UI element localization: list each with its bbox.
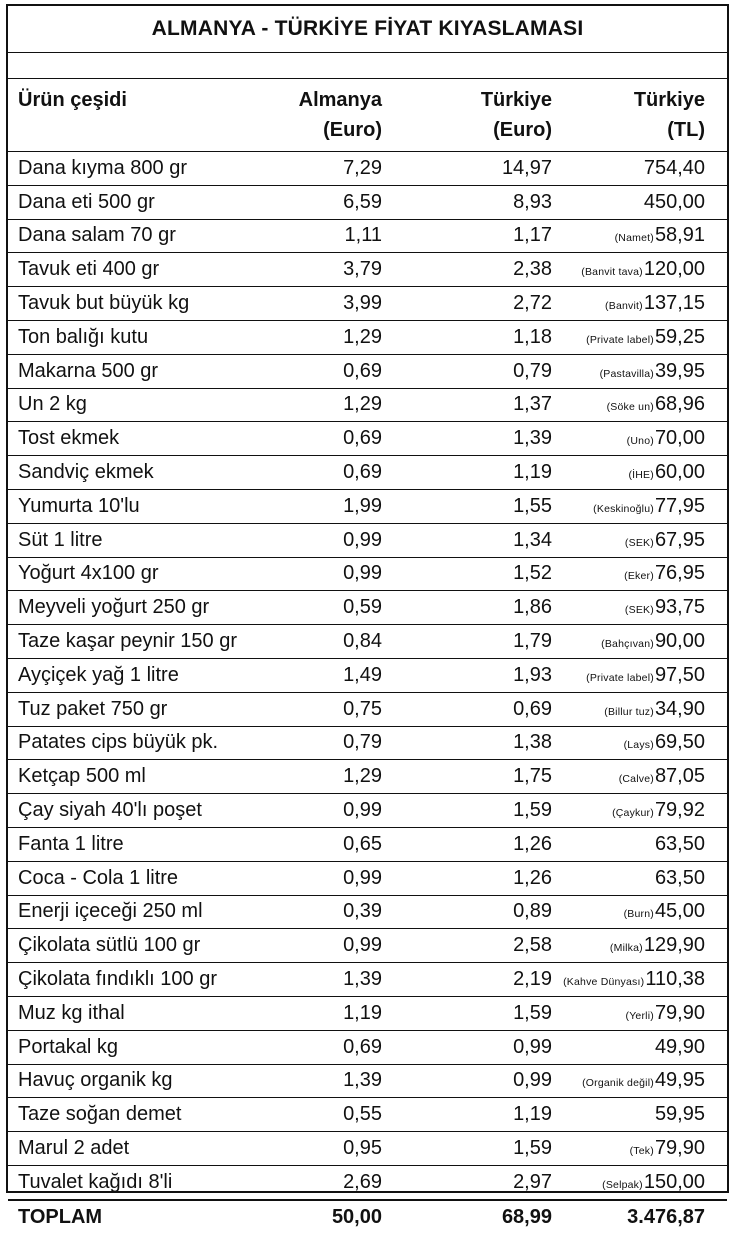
brand-note: (Kahve Dünyası) [563, 976, 645, 989]
cell-turkey-tl [552, 495, 727, 518]
table-row [8, 659, 727, 693]
brand-note: (Organik değil) [582, 1077, 654, 1090]
cell-turkey-euro: 1,19 [513, 1103, 552, 1126]
cell-germany-euro: 6,59 [343, 190, 382, 213]
turkey-tl-value: 67,95 [654, 528, 705, 551]
cell-product: Coca - Cola 1 litre [18, 866, 179, 889]
table-row [8, 997, 727, 1031]
cell-germany-euro: 1,29 [343, 765, 382, 788]
total-turkey-tl-value: 3.476,87 [627, 1206, 705, 1229]
cell-product: Yoğurt 4x100 gr [18, 562, 159, 585]
cell-turkey-tl [552, 765, 727, 788]
brand-note: (Private label) [586, 333, 654, 346]
table-row [8, 220, 727, 254]
cell-germany-euro: 1,11 [344, 224, 382, 247]
cell-germany-euro: 0,95 [343, 1137, 382, 1159]
cell-product: Ton balığı kutu [18, 325, 149, 348]
cell-turkey-tl [552, 1171, 727, 1194]
cell-turkey-tl [552, 900, 727, 923]
header-turkey-euro [382, 79, 552, 151]
cell-germany-euro: 0,55 [343, 1103, 382, 1126]
cell-turkey-euro: 1,39 [513, 427, 552, 450]
table-row [8, 253, 727, 287]
total-turkey-euro: 68,99 [501, 1206, 552, 1229]
cell-germany-euro: 1,29 [343, 325, 382, 348]
cell-turkey-tl [552, 1036, 727, 1059]
cell-product: Tavuk but büyük kg [18, 292, 190, 315]
cell-product: Tuz paket 750 gr [18, 697, 168, 720]
cell-turkey-tl [552, 596, 727, 619]
cell-turkey-tl [552, 529, 727, 552]
cell-turkey-tl [552, 1103, 727, 1126]
table-row [8, 693, 727, 727]
table-row [8, 963, 727, 997]
cell-product: Ketçap 500 ml [18, 765, 146, 788]
total-label: TOPLAM [18, 1206, 103, 1229]
cell-turkey-euro: 0,79 [513, 359, 552, 382]
cell-turkey-euro: 1,79 [513, 630, 552, 653]
brand-note: (Pastavilla) [599, 367, 654, 380]
brand-note: (Calve) [618, 773, 654, 786]
table-row [8, 1132, 727, 1166]
cell-turkey-tl [552, 427, 727, 450]
cell-product: Süt 1 litre [18, 528, 103, 551]
cell-turkey-tl [552, 664, 727, 687]
cell-turkey-tl [552, 1002, 727, 1025]
cell-product: Tuvalet kağıdı 8'li [18, 1170, 173, 1193]
turkey-tl-value: 39,95 [654, 359, 705, 382]
header-product-label: Ürün çeşidi [18, 89, 127, 111]
cell-product: Dana kıyma 800 gr [18, 156, 187, 179]
cell-turkey-tl [552, 461, 727, 484]
cell-turkey-tl [552, 630, 727, 653]
cell-product: Tost ekmek [18, 427, 120, 450]
table-row [8, 456, 727, 490]
cell-turkey-euro: 2,38 [513, 258, 552, 281]
cell-germany-euro: 0,69 [343, 461, 382, 484]
cell-turkey-tl [552, 1137, 727, 1160]
table-row [8, 321, 727, 355]
header-turkey-euro-line1: Türkiye [480, 89, 552, 111]
turkey-tl-value: 129,90 [643, 934, 705, 957]
brand-note: (Bahçıvan) [601, 638, 654, 651]
cell-germany-euro: 0,99 [343, 934, 382, 957]
turkey-tl-value: 120,00 [643, 258, 705, 281]
header-turkey-tl-line1: Türkiye [633, 89, 705, 111]
cell-turkey-tl [552, 326, 727, 349]
cell-product: Dana salam 70 gr [18, 224, 176, 247]
cell-turkey-euro: 1,93 [513, 663, 552, 686]
cell-turkey-tl [552, 968, 727, 991]
cell-turkey-euro: 14,97 [501, 156, 552, 179]
cell-germany-euro: 1,39 [343, 1069, 382, 1092]
cell-turkey-euro: 1,59 [513, 1001, 552, 1024]
cell-turkey-euro: 2,19 [513, 968, 552, 991]
table-row [8, 287, 727, 321]
table-row [8, 490, 727, 524]
brand-note: (Selpak) [602, 1178, 643, 1191]
cell-turkey-tl [552, 292, 727, 315]
turkey-tl-value: 49,90 [654, 1035, 705, 1058]
table-row [8, 862, 727, 896]
cell-germany-euro: 0,39 [343, 900, 382, 923]
cell-turkey-tl [552, 191, 727, 214]
turkey-tl-value: 63,50 [654, 832, 705, 855]
cell-turkey-tl [552, 799, 727, 822]
brand-note: (SEK) [624, 604, 654, 617]
cell-germany-euro: 0,75 [343, 697, 382, 720]
cell-germany-euro: 1,19 [343, 1001, 382, 1024]
cell-turkey-euro: 1,52 [513, 562, 552, 585]
header-germany [270, 79, 382, 151]
cell-turkey-tl [552, 698, 727, 721]
brand-note: (Banvit) [605, 300, 643, 313]
cell-germany-euro: 3,79 [343, 258, 382, 281]
cell-turkey-euro: 1,17 [513, 224, 552, 247]
brand-note: (Banvit tava) [581, 266, 643, 279]
turkey-tl-value: 450,00 [643, 190, 705, 213]
cell-product: Dana eti 500 gr [18, 190, 155, 213]
cell-germany-euro: 0,59 [343, 596, 382, 619]
turkey-tl-value: 59,25 [654, 325, 705, 348]
cell-turkey-euro: 0,69 [513, 697, 552, 720]
brand-note: (Lays) [623, 739, 654, 752]
header-turkey-euro-line2: (Euro) [493, 119, 552, 141]
header-product [8, 79, 270, 151]
cell-turkey-tl [552, 867, 727, 890]
cell-turkey-tl [552, 731, 727, 754]
cell-turkey-tl [552, 1069, 727, 1092]
cell-turkey-tl [552, 562, 727, 585]
turkey-tl-value: 34,90 [654, 697, 705, 720]
cell-product: Çay siyah 40'lı poşet [18, 799, 202, 822]
turkey-tl-value: 58,91 [654, 224, 705, 247]
table-row [8, 794, 727, 828]
cell-product: Çikolata sütlü 100 gr [18, 934, 201, 957]
cell-turkey-euro: 1,59 [513, 799, 552, 822]
table-row [8, 355, 727, 389]
table-row [8, 524, 727, 558]
table-row [8, 1065, 727, 1099]
brand-note: (Eker) [624, 570, 654, 583]
cell-germany-euro: 0,99 [343, 799, 382, 822]
cell-turkey-euro: 1,37 [513, 393, 552, 416]
table-row [8, 760, 727, 794]
brand-note: (Namet) [614, 232, 654, 245]
table-row [8, 1098, 727, 1132]
table-row [8, 625, 727, 659]
turkey-tl-value: 63,50 [654, 866, 705, 889]
spacer-row [8, 53, 727, 79]
brand-note: (Burn) [623, 908, 654, 921]
turkey-tl-value: 59,95 [654, 1103, 705, 1126]
turkey-tl-value: 79,90 [654, 1137, 705, 1159]
cell-product: Havuç organik kg [18, 1069, 173, 1092]
brand-note: (Uno) [626, 435, 654, 448]
table-row [8, 1031, 727, 1065]
cell-germany-euro: 3,99 [343, 292, 382, 315]
table-row [8, 727, 727, 761]
turkey-tl-value: 93,75 [654, 596, 705, 619]
cell-product: Çikolata fındıklı 100 gr [18, 968, 217, 991]
cell-turkey-euro: 1,86 [513, 596, 552, 619]
cell-product: Makarna 500 gr [18, 359, 159, 382]
cell-turkey-euro: 0,99 [513, 1035, 552, 1058]
turkey-tl-value: 77,95 [654, 494, 705, 517]
cell-turkey-euro: 1,26 [513, 866, 552, 889]
cell-germany-euro: 2,69 [343, 1170, 382, 1193]
table-row [8, 896, 727, 930]
cell-germany-euro: 0,69 [343, 427, 382, 450]
header-row [8, 79, 727, 152]
table-row [8, 1166, 727, 1199]
cell-germany-euro: 0,69 [343, 359, 382, 382]
cell-turkey-euro: 1,18 [513, 325, 552, 348]
cell-germany-euro: 1,39 [343, 968, 382, 991]
table-row [8, 828, 727, 862]
cell-product: Tavuk eti 400 gr [18, 258, 160, 281]
cell-turkey-euro: 8,93 [513, 190, 552, 213]
cell-turkey-euro: 1,19 [513, 461, 552, 484]
cell-turkey-tl [552, 393, 727, 416]
brand-note: (SEK) [624, 536, 654, 549]
cell-germany-euro: 1,29 [343, 393, 382, 416]
turkey-tl-value: 79,92 [654, 799, 705, 822]
cell-turkey-tl [552, 258, 727, 281]
cell-product: Portakal kg [18, 1035, 119, 1058]
cell-germany-euro: 0,99 [343, 866, 382, 889]
cell-turkey-tl [552, 157, 727, 180]
turkey-tl-value: 68,96 [654, 393, 705, 416]
cell-germany-euro: 0,69 [343, 1035, 382, 1058]
cell-turkey-tl [552, 934, 727, 957]
cell-product: Fanta 1 litre [18, 832, 124, 855]
cell-germany-euro: 0,65 [343, 832, 382, 855]
cell-germany-euro: 1,99 [343, 494, 382, 517]
table-row [8, 422, 727, 456]
cell-product: Sandviç ekmek [18, 461, 154, 484]
cell-turkey-euro: 1,75 [513, 765, 552, 788]
brand-note: (Keskinoğlu) [593, 502, 654, 515]
cell-turkey-tl [552, 360, 727, 383]
turkey-tl-value: 69,50 [654, 731, 705, 754]
total-germany: 50,00 [331, 1206, 382, 1229]
cell-turkey-euro: 2,58 [513, 934, 552, 957]
brand-note: (Tek) [629, 1145, 654, 1157]
cell-turkey-tl [552, 833, 727, 856]
cell-product: Patates cips büyük pk. [18, 731, 219, 754]
cell-germany-euro: 0,84 [343, 630, 382, 653]
cell-product: Taze soğan demet [18, 1103, 182, 1126]
cell-turkey-euro: 0,99 [513, 1069, 552, 1092]
cell-turkey-euro: 2,97 [513, 1170, 552, 1193]
cell-germany-euro: 0,99 [343, 562, 382, 585]
cell-germany-euro: 0,99 [343, 528, 382, 551]
header-germany-line2: (Euro) [323, 119, 382, 141]
header-turkey-tl [552, 79, 727, 151]
cell-germany-euro: 0,79 [343, 731, 382, 754]
cell-product: Muz kg ithal [18, 1001, 125, 1024]
header-turkey-tl-line2: (TL) [667, 119, 705, 141]
brand-note: (Billur tuz) [604, 705, 654, 718]
cell-turkey-euro: 2,72 [513, 292, 552, 315]
turkey-tl-value: 76,95 [654, 562, 705, 585]
cell-turkey-euro: 0,89 [513, 900, 552, 923]
cell-product: Marul 2 adet [18, 1137, 130, 1159]
table-row [8, 591, 727, 625]
brand-note: (Çaykur) [612, 807, 654, 820]
turkey-tl-value: 97,50 [654, 663, 705, 686]
cell-germany-euro: 7,29 [343, 156, 382, 179]
turkey-tl-value: 79,90 [654, 1001, 705, 1024]
cell-turkey-euro: 1,38 [513, 731, 552, 754]
price-comparison-table [6, 4, 729, 1229]
turkey-tl-value: 70,00 [654, 427, 705, 450]
cell-product: Un 2 kg [18, 393, 87, 416]
brand-note: (Private label) [586, 671, 654, 684]
turkey-tl-value: 90,00 [654, 630, 705, 653]
table-title: ALMANYA - TÜRKİYE FİYAT KIYASLAMASI [8, 6, 727, 53]
table-row [8, 152, 727, 186]
brand-note: (İHE) [628, 469, 654, 482]
turkey-tl-value: 49,95 [654, 1069, 705, 1092]
brand-note: (Söke un) [606, 401, 654, 414]
table-row [8, 929, 727, 963]
cell-turkey-euro: 1,26 [513, 832, 552, 855]
cell-turkey-euro: 1,59 [513, 1137, 552, 1159]
brand-note: (Yerli) [625, 1009, 654, 1022]
turkey-tl-value: 754,40 [643, 156, 705, 179]
turkey-tl-value: 60,00 [654, 461, 705, 484]
turkey-tl-value: 150,00 [643, 1170, 705, 1193]
total-turkey-tl [552, 1206, 727, 1229]
cell-product: Taze kaşar peynir 150 gr [18, 630, 238, 653]
cell-product: Yumurta 10'lu [18, 494, 140, 517]
turkey-tl-value: 110,38 [645, 968, 705, 991]
turkey-tl-value: 87,05 [654, 765, 705, 788]
total-row [8, 1199, 727, 1235]
cell-turkey-euro: 1,55 [513, 494, 552, 517]
cell-turkey-tl [552, 224, 727, 247]
cell-turkey-euro: 1,34 [513, 528, 552, 551]
table-body [8, 152, 727, 1199]
cell-product: Meyveli yoğurt 250 gr [18, 596, 210, 619]
turkey-tl-value: 45,00 [654, 900, 705, 923]
header-germany-line1: Almanya [298, 89, 382, 111]
table-row [8, 389, 727, 423]
table-row [8, 186, 727, 220]
cell-product: Ayçiçek yağ 1 litre [18, 663, 179, 686]
cell-product: Enerji içeceği 250 ml [18, 900, 203, 923]
cell-germany-euro: 1,49 [343, 663, 382, 686]
table-row [8, 558, 727, 592]
turkey-tl-value: 137,15 [643, 292, 705, 315]
brand-note: (Milka) [609, 942, 643, 955]
